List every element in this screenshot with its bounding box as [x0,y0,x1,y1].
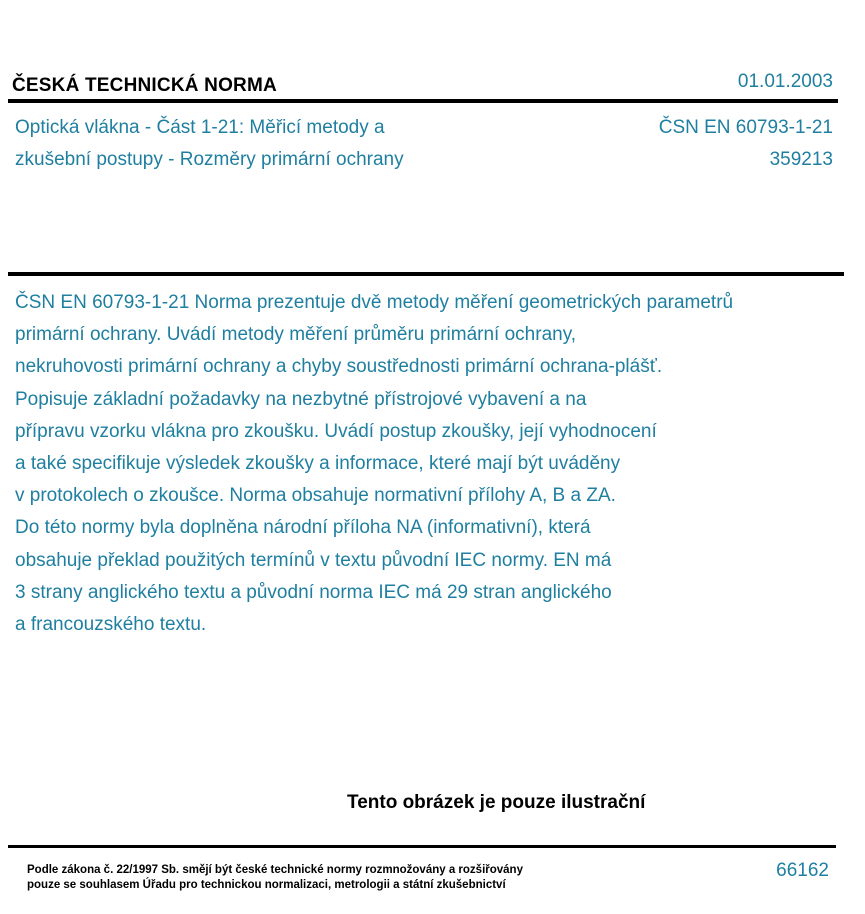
abstract-line: a francouzského textu. [15,614,207,636]
legal-line: Podle zákona č. 22/1997 Sb. smějí být české technické normy rozmnožovány a rozšiřovány [27,864,523,876]
document-type-label: ČESKÁ TECHNICKÁ NORMA [12,75,277,96]
abstract-text [15,287,855,641]
abstract-line: ČSN EN 60793-1-21 Norma prezentuje dvě metody měření geometrických parametrů [15,292,734,313]
publication-date: 01.01.2003 [737,71,833,92]
abstract-line: obsahuje překlad použitých termínů v textu původní IEC normy. EN má [15,549,612,571]
abstract-line: přípravu vzorku vlákna pro zkoušku. Uvádí postup zkoušky, její vyhodnocení [15,420,657,442]
section-rule [8,272,844,276]
illustrative-notice: Tento obrázek je pouze ilustrační [347,792,646,813]
standard-designation: ČSN EN 60793-1-21 [658,117,833,138]
title-line: Optická vlákna - Část 1-21: Měřicí metody a [15,117,385,138]
header-rule [8,99,838,103]
abstract-line: v protokolech o zkoušce. Norma obsahuje normativní přílohy A, B a ZA. [15,485,616,507]
abstract-line: Do této normy byla doplněna národní příloha NA (informativní), která [15,517,591,539]
standard-title [15,112,575,176]
title-line: zkušební postupy - Rozměry primární ochrany [15,149,404,170]
legal-line: pouze se souhlasem Úřadu pro technickou normalizaci, metrologii a státní zkušebnictví [27,879,506,891]
legal-notice [27,863,523,893]
price-code: 66162 [776,860,829,881]
footer-rule [8,845,836,848]
class-number: 359213 [769,149,833,170]
abstract-line: 3 strany anglického textu a původní norma IEC má 29 stran anglického [15,581,612,603]
abstract-line: nekruhovosti primární ochrany a chyby soustřednosti primární ochrana-plášť. [15,356,663,378]
abstract-line: primární ochrany. Uvádí metody měření průměru primární ochrany, [15,324,577,346]
abstract-line: Popisuje základní požadavky na nezbytné přístrojové vybavení a na [15,388,587,410]
standard-identifiers [659,112,833,176]
abstract-line: a také specifikuje výsledek zkoušky a informace, které mají být uváděny [15,453,621,475]
